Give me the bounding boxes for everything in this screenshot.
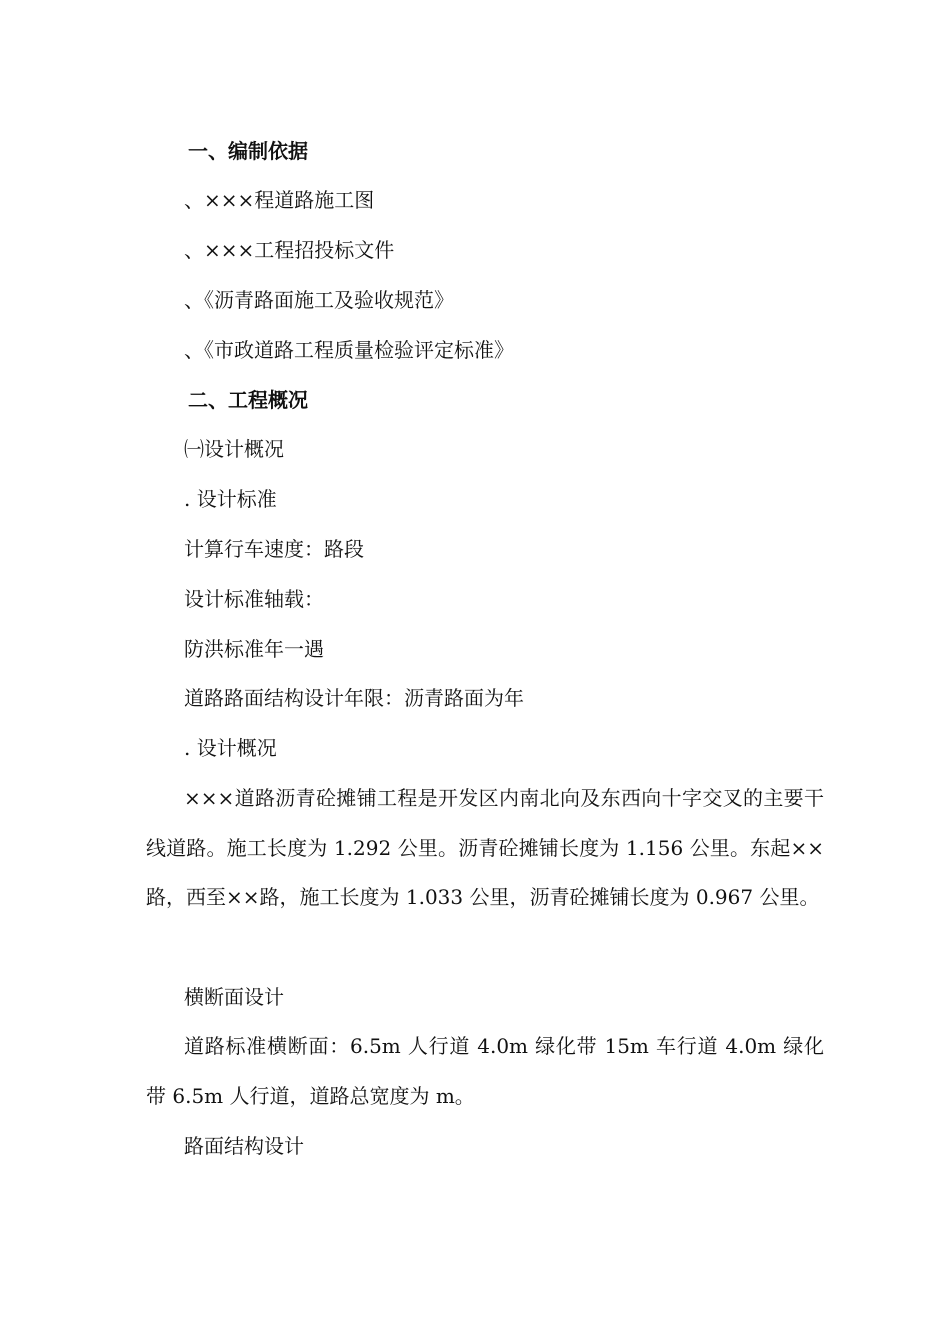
cross-section-title: 横断面设计 [184, 985, 284, 1009]
cross-section-paragraph: 道路标准横断面：6.5m 人行道 4.0m 绿化带 15m 车行道 4.0m 绿化带 6.5m 人行道，道路总宽度为 m。 [146, 1034, 824, 1108]
overview-paragraph: ×××道路沥青砼摊铺工程是开发区内南北向及东西向十字交叉的主要干线道路。施工长度为 1.292 公里。沥青砼摊铺长度为 1.156 公里。东起××路，西至××路，施工长度为 1.033 公里，沥青砼摊铺长度为 0.967 公里。 [146, 786, 824, 910]
pavement-structure-title: 路面结构设计 [184, 1134, 304, 1158]
design-standard-pavement-life: 道路路面结构设计年限：沥青路面为年 [184, 686, 524, 710]
design-standard-flood: 防洪标准年一遇 [184, 637, 324, 661]
design-standard-speed: 计算行车速度：路段 [184, 537, 364, 561]
design-standard-axle-load: 设计标准轴载： [184, 587, 324, 611]
subsection-design-overview: ㈠设计概况 [184, 437, 284, 461]
basis-item-2: 、×××工程招投标文件 [184, 238, 395, 262]
section-heading-basis: 一、编制依据 [188, 139, 308, 163]
design-overview-title: . 设计概况 [184, 736, 277, 760]
section-heading-overview: 二、工程概况 [188, 388, 308, 412]
basis-item-3: 、《沥青路面施工及验收规范》 [184, 288, 454, 312]
design-standard-title: . 设计标准 [184, 487, 277, 511]
basis-item-1: 、×××程道路施工图 [184, 188, 375, 212]
basis-item-4: 、《市政道路工程质量检验评定标准》 [184, 338, 514, 362]
